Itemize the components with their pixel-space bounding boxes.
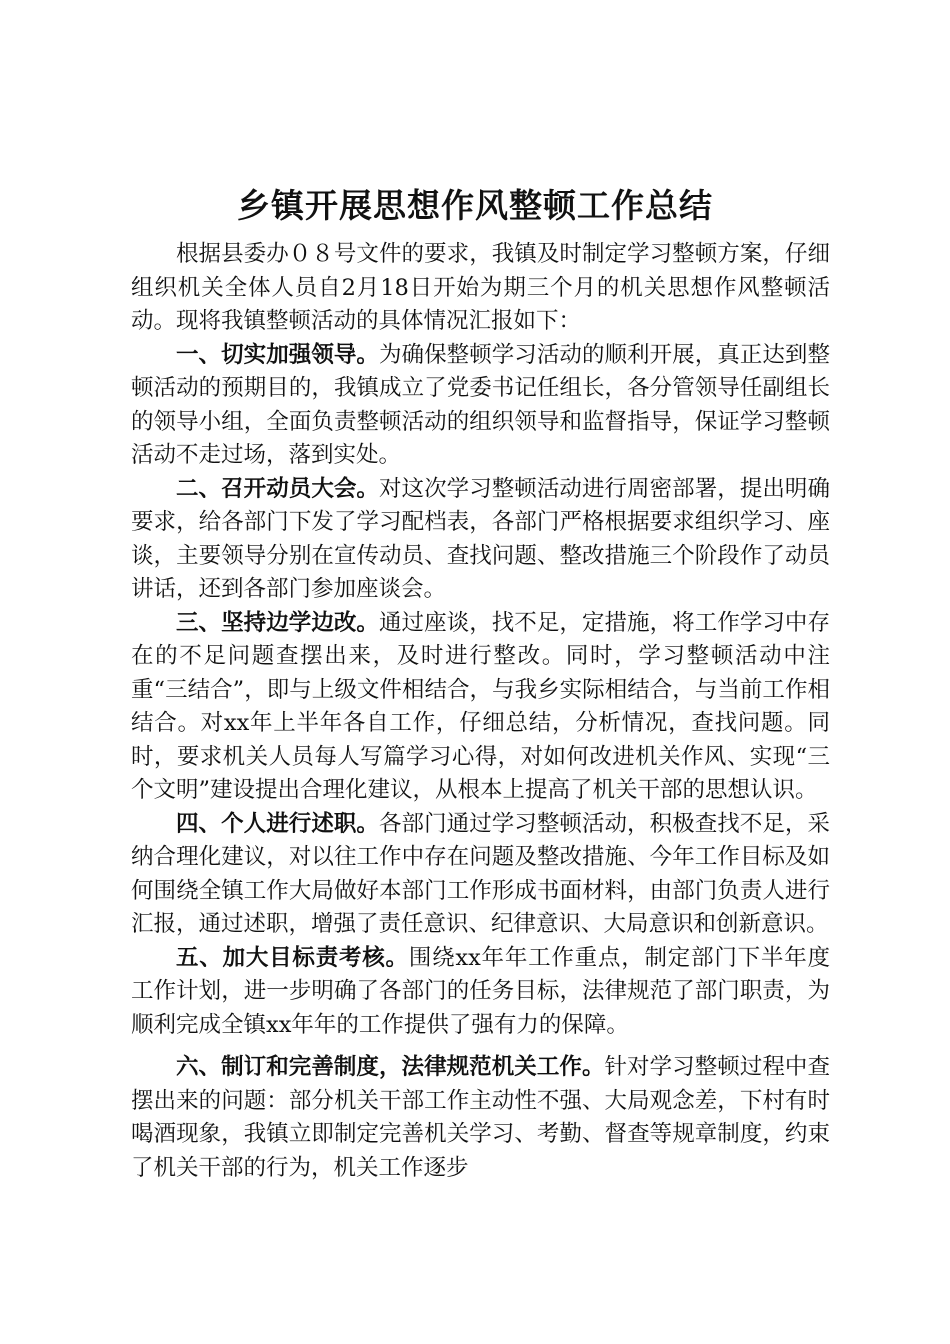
document-title: 乡镇开展思想作风整顿工作总结: [237, 186, 713, 225]
section-heading: 六、制订和完善制度，法律规范机关工作。: [176, 1054, 605, 1080]
section-text: 通过座谈，找不足，定措施，将工作学习中存在的不足问题查摆出来，及时进行整改。同时，学习整顿活动中注重“三结合”，即与上级文件相结合，与我乡实际相结合，与当前工作相结合。对xx年上半年各自工作，仔细总结，分析情况，查找问题。同时，要求机关人员每人写篇学习心得，对如何改进机关作风、实现“三个文明”建设提出合理化建议，从根本上提高了机关干部的思想认识。: [131, 609, 830, 803]
section-text: 围绕xx年年工作重点，制定部门下半年度工作计划，进一步明确了各部门的任务目标，法律规范了部门职责，为顺利完成全镇xx年年的工作提供了强有力的保障。: [131, 944, 830, 1038]
section-text: 各部门通过学习整顿活动，积极查找不足，采纳合理化建议，对以往工作中存在问题及整改措施、今年工作目标及如何围绕全镇工作大局做好本部门工作形成书面材料，由部门负责人进行汇报，通过述职，增强了责任意识、纪律意识、大局意识和创新意识。: [131, 810, 830, 937]
section-text: 针对学习整顿过程中查摆出来的问题：部分机关干部工作主动性不强、大局观念差，下村有时喝酒现象，我镇立即制定完善机关学习、考勤、督查等规章制度，约束了机关干部的行为，机关工作逐步: [131, 1054, 830, 1181]
section-text: 对这次学习整顿活动进行周密部署，提出明确要求，给各部门下发了学习配档表，各部门严格根据要求组织学习、座谈，主要领导分别在宣传动员、查找问题、整改措施三个阶段作了动员讲话，还到各部门参加座谈会。: [131, 475, 830, 602]
section-paragraph-1: [131, 339, 830, 473]
section-heading: 二、召开动员大会。: [176, 475, 379, 502]
document-body: [131, 238, 830, 1185]
section-heading: 三、坚持边学边改。: [176, 609, 379, 636]
section-paragraph-3: [131, 607, 830, 808]
section-paragraph-5: [131, 942, 830, 1043]
intro-paragraph: 根据县委办０８号文件的要求，我镇及时制定学习整顿方案，仔细组织机关全体人员自2月18日开始为期三个月的机关思想作风整顿活动。现将我镇整顿活动的具体情况汇报如下：: [131, 241, 830, 334]
section-paragraph-6: [131, 1051, 830, 1185]
section-heading: 四、个人进行述职。: [176, 810, 379, 837]
section-paragraph-2: [131, 473, 830, 607]
section-heading: 一、切实加强领导。: [176, 341, 379, 368]
section-paragraph-4: [131, 808, 830, 942]
section-heading: 五、加大目标责考核。: [176, 944, 409, 971]
section-text: 为确保整顿学习活动的顺利开展，真正达到整顿活动的预期目的，我镇成立了党委书记任组长，各分管领导任副组长的领导小组，全面负责整顿活动的组织领导和监督指导，保证学习整顿活动不走过场，落到实处。: [131, 341, 830, 468]
